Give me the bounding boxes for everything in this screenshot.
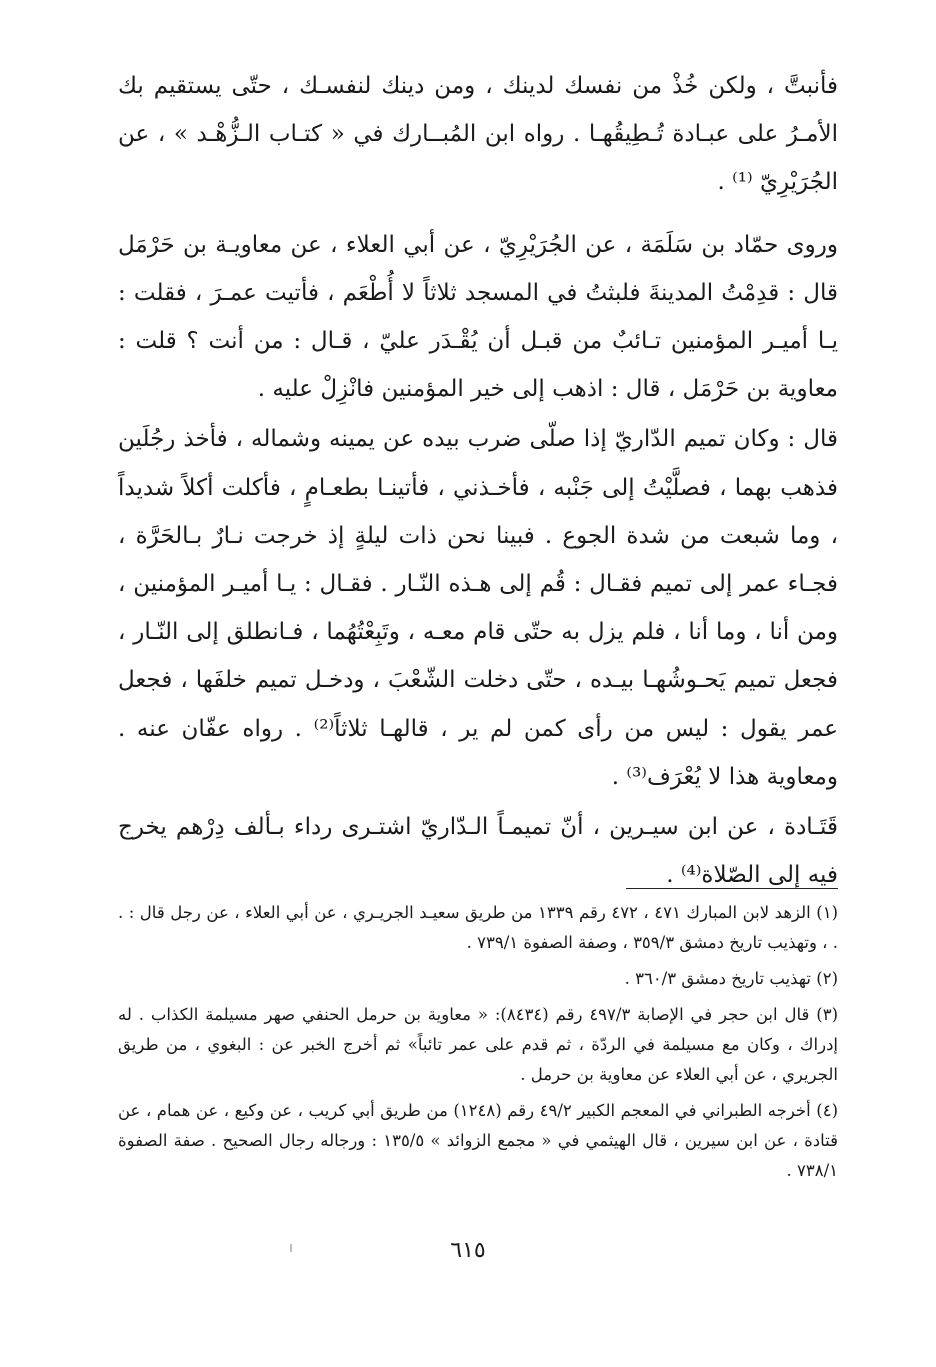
footnote-text: تهذيب تاريخ دمشق ٣٦٠/٣ .	[624, 969, 811, 988]
footnote-number: (١)	[816, 903, 838, 922]
footnote-number: (٢)	[816, 969, 838, 988]
footnote-3	[118, 1000, 838, 1090]
paragraph-4: قَتَـادة ، عن ابن سيـرين ، أنّ تميمـاً الـدّاريّ اشتـرى رداء بـألف دِرْهم يخرج فيه إلى الصّلاة⁽⁴⁾ .	[118, 814, 838, 889]
paragraph-3: قال : وكان تميم الدّاريّ إذا صلّى ضرب بيده عن يمينه وشماله ، فأخذ رجُلَين فذهب بهما ، فصلَّيْتُ إلى جَنْبه ، فأخـذني ، فأتينـا بطعـامٍ ، فأكلت أكلاً شديداً ، وما شبعت من شدة الجوع . فبينا نحن ذات ليلةٍ إذ خرجت نـارٌ بـالحَرَّة ، فجـاء عمر إلى تميم فقـال : قُم إلى هـذه النّـار . فقـال : يـا أميـر المؤمنين ، ومن أنا ، وما أنا ، فلم يزل به حتّى قام معـه ، وتَبِعْتُهُما ، فـانطلق إلى النّـار ، فجعل تميم يَحـوشُهـا بيـده ، حتّى دخلت الشّعْبَ ، ودخـل تميم خلفَها ، فجعل عمر يقول : ليس من رأى كمن لم ير ، قالهـا ثلاثاً⁽²⁾ . رواه عفّان عنه . ومعاوية هذا لا يُعْرَف⁽³⁾ .	[118, 426, 838, 790]
footnote-text: قال ابن حجر في الإصابة ٤٩٧/٣ رقم (٨٤٣٤): « معاوية بن حرمل الحنفي صهر مسيلمة الكذاب . له إدراك ، وكان مع مسيلمة في الردّة ، ثم قدم على عمر تائباً» ثم أخرج الخبر عن : البغوي ، من طريق الجريري ، عن أبي العلاء عن معاوية بن حرمل .	[118, 1005, 838, 1084]
page-number: ٦١٥	[450, 1238, 486, 1263]
footnote-number: (٣)	[816, 1005, 838, 1024]
footnote-separator	[626, 888, 838, 889]
footnote-number: (٤)	[816, 1101, 839, 1120]
footnote-4	[118, 1096, 838, 1186]
paragraph-1: فأنبتَّ ، ولكن خُذْ من نفسك لدينك ، ومن دينك لنفسـك ، حتّى يستقيم بك الأمـرُ على عبـادة تُـطِيقُهـا . رواه ابن المُبــارك في « كتـاب الـزُّهْـد » ، عن الجُرَيْرِيّ ⁽¹⁾ .	[118, 73, 838, 196]
main-text	[118, 62, 838, 899]
footnote-2	[118, 964, 838, 994]
scan-speck	[290, 1244, 292, 1252]
paragraph-2: وروى حمّاد بن سَلَمَة ، عن الجُرَيْرِيّ ، عن أبي العلاء ، عن معاويـة بن حَرْمَل قال : قدِمْتُ المدينةَ فلبثتُ في المسجد ثلاثاً لا أُطْعَم ، فأتيت عمـرَ ، فقلت : يـا أميـر المؤمنين تـائبٌ من قبـل أن يُقْـدَر عليّ ، قـال : من أنت ؟ قلت : معاوية بن حَرْمَل ، قال : اذهب إلى خير المؤمنين فانْزِلْ عليه .	[118, 231, 838, 403]
footnotes	[118, 898, 838, 1192]
footnote-text: الزهد لابن المبارك ٤٧١ ، ٤٧٢ رقم ١٣٣٩ من طريق سعيـد الجريـري ، عن أبي العلاء ، عن رجل قال : . . ، وتهذيب تاريخ دمشق ٣٥٩/٣ ، وصفة الصفوة ٧٣٩/١ .	[118, 903, 838, 952]
footnote-text: أخرجه الطبراني في المعجم الكبير ٤٩/٢ رقم (١٢٤٨) من طريق أبي كريب ، عن وكيع ، عن همام ، عن قتادة ، عن ابن سيرين ، قال الهيثمي في « مجمع الزوائد » ١٣٥/٥ : ورجاله رجال الصحيح . صفة الصفوة ٧٣٨/١ .	[118, 1101, 838, 1180]
footnote-1	[118, 898, 838, 958]
